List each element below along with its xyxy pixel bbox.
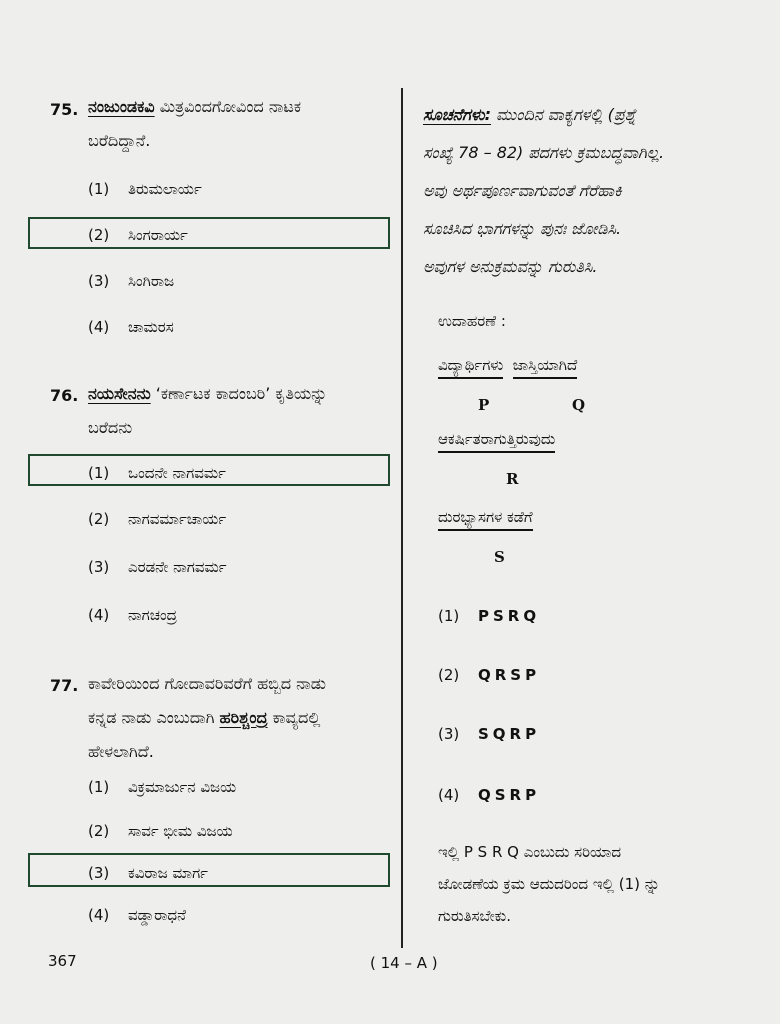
option-text: ನಾಗವರ್ಮಾಚಾರ್ಯ (128, 510, 227, 528)
instructions-block (423, 96, 743, 286)
option-text: ಒಂದನೇ ನಾಗವರ್ಮ (128, 464, 226, 482)
question-77-number: 77. (50, 676, 79, 695)
page-number: ( 14 – A ) (370, 954, 438, 972)
option-number: (4) (88, 606, 110, 624)
option-text: QRSP (478, 666, 541, 684)
question-77-keyword: ಹರಿಶ್ಚಂದ್ರ (219, 708, 268, 727)
option-text: ಸಿಂಗಿರಾಜ (128, 272, 175, 290)
option-text: ಚಾಮರಸ (128, 318, 174, 336)
q77-option-4[interactable] (88, 906, 186, 924)
q76-option-1[interactable] (88, 464, 226, 482)
option-text: ಕವಿರಾಜ ಮಾರ್ಗ (128, 864, 208, 882)
question-76-text-rest: ‘ಕರ್ಣಾಟಕ ಕಾದಂಬರಿ’ ಕೃತಿಯನ್ನು (150, 384, 328, 403)
option-text: ವಿಕ್ರಮಾರ್ಜುನ ವಿಜಯ (128, 778, 237, 796)
option-number: (4) (88, 906, 110, 924)
question-77-text (88, 667, 393, 769)
option-number: (1) (438, 607, 460, 625)
example-segment-row-2 (438, 430, 555, 453)
q77-option-2[interactable] (88, 822, 233, 840)
option-text: ನಾಗಚಂದ್ರ (128, 606, 177, 624)
option-number: (2) (438, 666, 460, 684)
question-77-line1: ಕಾವೇರಿಯಿಂದ ಗೋದಾವರಿವರೆಗೆ ಹಬ್ಬಿದ ನಾಡು (88, 674, 326, 693)
option-text: PSRQ (478, 607, 541, 625)
segment-r: ಆಕರ್ಷಿತರಾಗುತ್ತಿರುವುದು (438, 430, 555, 453)
letter-s: S (494, 548, 505, 566)
example-option-4[interactable] (438, 786, 540, 804)
example-note (438, 836, 748, 932)
instructions-line5: ಅವುಗಳ ಅನುಕ್ರಮವನ್ನು ಗುರುತಿಸಿ. (423, 257, 598, 276)
option-text: ತಿರುಮಲಾರ್ಯ (128, 180, 202, 198)
q76-option-2[interactable] (88, 510, 226, 528)
letter-p: P (478, 396, 490, 414)
question-76-keyword: ನಯಸೇನನು (88, 384, 151, 403)
q77-option-3[interactable] (88, 864, 208, 882)
q75-option-1[interactable] (88, 180, 202, 198)
example-option-3[interactable] (438, 725, 540, 743)
option-text: ವಡ್ಡಾರಾಧನೆ (128, 906, 187, 924)
example-note-line2: ಜೋಡಣೆಯ ಕ್ರಮ ಆದುದರಿಂದ ಇಲ್ಲಿ (1) ನ್ನು (438, 875, 660, 893)
instructions-line4: ಸೂಚಿಸಿದ ಭಾಗಗಳನ್ನು ಪುನಃ ಜೋಡಿಸಿ. (423, 219, 622, 238)
example-segment-row-1 (438, 356, 577, 379)
option-number: (1) (88, 778, 110, 796)
instructions-line1: ಮುಂದಿನ ವಾಕ್ಯಗಳಲ್ಲಿ (ಪ್ರಶ್ನೆ (491, 105, 637, 124)
option-number: (4) (438, 786, 460, 804)
option-number: (4) (88, 318, 110, 336)
option-text: SQRP (478, 725, 541, 743)
option-text: QSRP (478, 786, 541, 804)
question-76-number: 76. (50, 386, 79, 405)
instructions-line2: ಸಂಖ್ಯೆ 78 – 82) ಪದಗಳು ಕ್ರಮಬದ್ಧವಾಗಿಲ್ಲ. (423, 143, 665, 162)
question-76-text (88, 377, 388, 445)
q75-option-2[interactable] (88, 226, 188, 244)
example-option-2[interactable] (438, 666, 540, 684)
example-note-line3: ಗುರುತಿಸಬೇಕು. (438, 907, 511, 925)
example-segment-row-3 (438, 508, 533, 531)
answer-highlight-box (28, 853, 390, 887)
option-number: (2) (88, 226, 110, 244)
option-number: (1) (88, 464, 110, 482)
option-text: ಎರಡನೇ ನಾಗವರ್ಮ (128, 558, 227, 576)
question-77-line3: ಹೇಳಲಾಗಿದೆ. (88, 742, 154, 761)
question-75-text-rest: ಮಿತ್ರವಿಂದಗೋವಿಂದ ನಾಟಕ (154, 97, 302, 116)
question-75-number: 75. (50, 100, 79, 119)
instructions-label: ಸೂಚನೆಗಳು: (423, 105, 491, 124)
option-text: ಸಿಂಗರಾರ್ಯ (128, 226, 188, 244)
option-number: (3) (88, 558, 110, 576)
option-number: (2) (88, 822, 110, 840)
page-code: 367 (48, 952, 77, 970)
column-divider (401, 88, 403, 948)
instructions-line3: ಅವು ಅರ್ಥಪೂರ್ಣವಾಗುವಂತೆ ಗೆರೆಹಾಕಿ (423, 181, 622, 200)
letter-r: R (506, 470, 519, 488)
option-text: ಸಾರ್ವ ಭೀಮ ವಿಜಯ (128, 822, 233, 840)
segment-s: ದುರಭ್ಯಾಸಗಳ ಕಡೆಗೆ (438, 508, 533, 531)
example-heading: ಉದಾಹರಣೆ : (438, 312, 506, 330)
q76-option-3[interactable] (88, 558, 227, 576)
q77-option-1[interactable] (88, 778, 236, 796)
q76-option-4[interactable] (88, 606, 177, 624)
option-number: (3) (88, 864, 110, 882)
segment-p: ವಿದ್ಯಾರ್ಥಿಗಳು (438, 356, 503, 379)
letter-q: Q (572, 396, 586, 414)
question-75-text (88, 90, 388, 158)
option-number: (3) (88, 272, 110, 290)
example-option-1[interactable] (438, 607, 540, 625)
example-note-line1: ಇಲ್ಲಿ P S R Q ಎಂಬುದು ಸರಿಯಾದ (438, 843, 622, 861)
question-75-line2: ಬರೆದಿದ್ದಾನೆ. (88, 131, 151, 150)
question-75-keyword: ನಂಜುಂಡಕವಿ (88, 97, 155, 116)
q75-option-4[interactable] (88, 318, 174, 336)
segment-q: ಜಾಸ್ತಿಯಾಗಿದೆ (513, 356, 577, 379)
answer-highlight-box (28, 217, 390, 249)
option-number: (1) (88, 180, 110, 198)
q75-option-3[interactable] (88, 272, 174, 290)
option-number: (2) (88, 510, 110, 528)
option-number: (3) (438, 725, 460, 743)
question-77-line2-post: ಕಾವ್ಯದಲ್ಲಿ (267, 708, 321, 727)
question-76-line2: ಬರೆದನು (88, 418, 133, 437)
question-77-line2-pre: ಕನ್ನಡ ನಾಡು ಎಂಬುದಾಗಿ (88, 708, 220, 727)
